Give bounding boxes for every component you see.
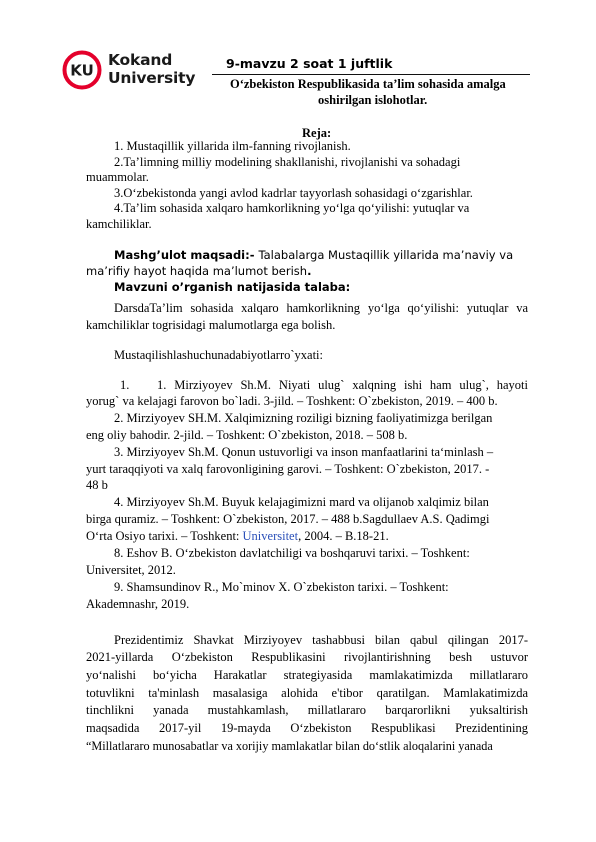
body-paragraph-line: “Millatlararo munosabatlar va xorijiy mamlakatlar bilan do‘stlik aloqalarini yanada: [86, 739, 493, 753]
lesson-goal: [114, 248, 513, 263]
outcome-text-line1: DarsdaTa’lim sohasida xalqaro hamkorlikning yo‘lga qo‘yilishi: yutuqlar va: [114, 301, 528, 315]
outcome-text-line2: kamchiliklar togrisidagi malumotlarga ega bolish.: [86, 318, 336, 332]
plan-item-continuation: muammolar.: [86, 170, 149, 184]
plan-item: 2.Ta’limning milliy modelining shakllanishi, rivojlanishi va sohadagi: [114, 155, 461, 169]
logo-wordmark-line2: University: [108, 69, 196, 87]
body-paragraph-line: tinchlikni yanada mustahkamlash, millatlararo barqarorlikni yuksaltirish: [86, 703, 528, 717]
reference-item: 3. Mirziyoyev Sh.M. Qonun ustuvorligi va inson manfaatlarini ta‘minlash –: [114, 445, 494, 459]
body-paragraph-line: yo‘nalishi bo‘yicha Harakatlar strategiyasida mamlakatimizda millatlararo: [86, 668, 528, 682]
body-paragraph-line: totuvlikni ta'minlash masalasiga alohida e'tibor qaratilgan. Mamlakatimizda: [86, 686, 528, 700]
logo-wordmark-line1: Kokand: [108, 51, 173, 69]
header-rule: [212, 74, 530, 75]
references-heading: Mustaqilishlashuchunadabiyotlarro`yxati:: [114, 348, 323, 362]
lesson-goal-text: Talabalarga Mustaqillik yillarida ma’naviy va: [258, 248, 514, 262]
lesson-goal-label: Mashg’ulot maqsadi: [114, 248, 246, 262]
reference-item-continuation: Akademnashr, 2019.: [86, 597, 190, 611]
plan-heading: Reja:: [302, 126, 332, 140]
svg-text:KU: KU: [70, 61, 94, 80]
topic-heading: 9-mavzu 2 soat 1 juftlik: [226, 56, 393, 71]
plan-item: 4.Ta’lim sohasida xalqaro hamkorlikning yo‘lga qo‘yilishi: yutuqlar va: [114, 201, 470, 215]
universitet-link[interactable]: Universitet: [242, 529, 299, 543]
document-title-line1: O‘zbekiston Respublikasida ta’lim sohasida amalga: [230, 77, 506, 91]
reference-item: 8. Eshov B. O‘zbekiston davlatchiligi va boshqaruvi tarixi. – Toshkent:: [114, 546, 470, 560]
reference-item: 4. Mirziyoyev Sh.M. Buyuk kelajagimizni mard va olijanob xalqimiz bilan: [114, 495, 489, 509]
reference-item: 1. Mirziyoyev Sh.M. Niyati ulug` xalqning ishi ham ulug`, hayoti: [157, 378, 528, 392]
reference-item-continuation: Universitet, 2012.: [86, 563, 176, 577]
lesson-goal-continuation: [86, 264, 311, 279]
reference-number: 1.: [120, 378, 130, 392]
university-logo: [62, 50, 212, 92]
outcome-heading: Mavzuni o’rganish natijasida talaba:: [114, 280, 351, 294]
reference-text: O‘rta Osiyo tarixi. – Toshkent:: [86, 529, 243, 543]
lesson-goal-end: .: [307, 264, 312, 278]
reference-text: , 2004. – B.18-21.: [298, 529, 389, 543]
body-paragraph-line: Prezidentimiz Shavkat Mirziyoyev tashabbusi bilan qabul qilingan 2017-: [114, 633, 528, 647]
body-paragraph-line: maqsadida 2017-yil 19-mayda O‘zbekiston Respublikasi Prezidentining: [86, 721, 528, 735]
plan-item: 3.O‘zbekistonda yangi avlod kadrlar tayyorlash sohasidagi o‘zgarishlar.: [114, 186, 473, 200]
reference-item: 9. Shamsundinov R., Mo`minov X. O`zbekiston tarixi. – Toshkent:: [114, 580, 449, 594]
reference-item: 2. Mirziyoyev SH.M. Xalqimizning roziligi bizning faoliyatimizga berilgan: [114, 411, 493, 425]
reference-item-continuation: birga quramiz. – Toshkent: O`zbekiston, 2017. – 488 b.Sagdullaev A.S. Qadimgi: [86, 512, 490, 526]
reference-item-continuation: [86, 529, 389, 544]
ku-logo-mark: [62, 50, 102, 90]
reference-item-continuation: yorug` va kelajagi farovon bo`ladi. 3-jild. – Toshkent: O`zbekiston, 2019. – 400 b.: [86, 394, 498, 408]
reference-item-continuation: yurt taraqqiyoti va xalq farovonligining garovi. – Toshkent: O`zbekiston, 2017. -: [86, 462, 490, 476]
lesson-goal-separator: :-: [245, 248, 259, 262]
reference-item-continuation: eng oliy bahodir. 2-jild. – Toshkent: O`zbekiston, 2018. – 508 b.: [86, 428, 408, 442]
lesson-goal-text-line2: ma’rifiy hayot haqida ma’lumot berish: [86, 264, 308, 278]
document-title-line2: oshirilgan islohotlar.: [318, 93, 428, 107]
body-paragraph-line: 2021-yillarda O‘zbekiston Respublikasini rivojlantirishning besh ustuvor: [86, 650, 528, 664]
plan-item: 1. Mustaqillik yillarida ilm-fanning rivojlanish.: [114, 139, 351, 153]
plan-item-continuation: kamchiliklar.: [86, 217, 152, 231]
reference-item-continuation: 48 b: [86, 478, 108, 492]
